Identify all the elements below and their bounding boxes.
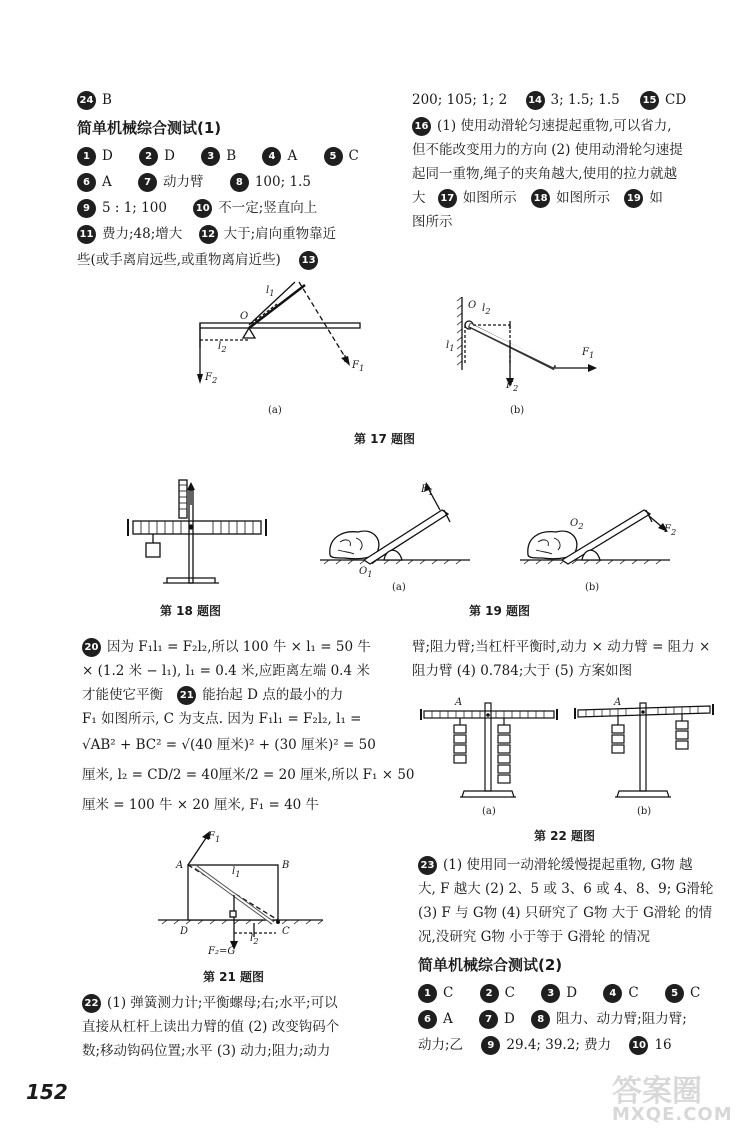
label-A: A [455, 697, 463, 708]
label-B: B [282, 860, 290, 871]
answer-20-line-1: 20 因为 F₁l₁ = F₂l₂,所以 100 牛 × l₁ = 50 牛 [82, 638, 371, 657]
answer-21-line-3: √AB² + BC² = √(40 厘米)² + (30 厘米)² = 50 [82, 737, 376, 753]
figure-21-caption: 第 21 题图 [203, 970, 265, 984]
test2-answers-row-3: 动力;乙 9 29.4; 39.2; 费力 10 16 [418, 1037, 672, 1053]
label-O1: $O_1$ [359, 566, 373, 579]
right-line-2: 16 (1) 使用动滑轮匀速提起重物,可以省力, [412, 117, 672, 136]
section-title-test-2: 简单机械综合测试(2) [418, 956, 563, 974]
label-F1: $F_1$ [352, 360, 365, 373]
answers-row-1: 1 D 2 D 3 B 4 A 5 C [77, 147, 359, 166]
label-D: D [180, 926, 189, 937]
label-l2: $l_2$ [250, 933, 259, 946]
figure-19b-diagram [520, 495, 680, 580]
answer-22-line-4: 臂;阻力臂;当杠杆平衡时,动力 × 动力臂 = 阻力 × [412, 639, 711, 655]
figure-21-diagram [158, 825, 323, 960]
label-F2: $F_2$ [506, 380, 519, 393]
label-F2-equals-G: F₂=G [208, 946, 236, 957]
label-F2: $F_2$ [664, 524, 677, 537]
figure-17a-label: (a) [268, 405, 282, 416]
figure-17a-diagram [195, 280, 370, 390]
label-C: C [282, 926, 290, 937]
figure-22a-label: (a) [482, 806, 496, 817]
answer-23-line-1: 23 (1) 使用同一动滑轮缓慢提起重物, G物 越 [418, 856, 693, 875]
figure-17b-diagram [455, 295, 605, 390]
right-line-5: 大 17 如图所示 18 如图所示 19 如 [412, 190, 663, 206]
label-F2: $F_2$ [205, 372, 218, 385]
answer-23-line-4: 况,没研究 G物 小于等于 G滑轮 的情况 [418, 929, 651, 945]
question-number-badge: 24 [77, 91, 96, 110]
answer-21-line-4: 厘米, l₂ = CD/2 = 40厘米/2 = 20 厘米,所以 F₁ × 50 [82, 767, 415, 783]
label-l2: $l_2$ [482, 303, 491, 316]
label-O2: $O_2$ [570, 518, 584, 531]
answer-21-line-1: 才能使它平衡 21 能抬起 D 点的最小的力 [82, 687, 344, 703]
watermark-url: MXQE.COM [612, 1104, 733, 1125]
answer-22-line-2: 直接从杠杆上读出力臂的值 (2) 改变钩码个 [82, 1019, 340, 1035]
answer-22-line-1: 22 (1) 弹簧测力计;平衡螺母;右;水平;可以 [82, 994, 338, 1013]
label-F1: $F_1$ [421, 484, 434, 497]
figure-19a-label: (a) [392, 582, 406, 593]
answer-21-line-2: F₁ 如图所示, C 为支点. 因为 F₁l₁ = F₂l₂, l₁ = [82, 711, 362, 727]
answer-21-line-5: 厘米 = 100 牛 × 20 厘米, F₁ = 40 牛 [82, 797, 320, 813]
figure-22b-diagram [574, 695, 719, 803]
answer-24: 24 B [77, 91, 112, 110]
label-l1: $l_1$ [232, 866, 241, 879]
label-F1: $F_1$ [208, 831, 221, 844]
label-F1: $F_1$ [582, 347, 595, 360]
answers-row-3: 9 5 : 1; 100 10 不一定;竖直向上 [77, 199, 317, 218]
figure-17b-label: (b) [510, 405, 525, 416]
figure-22a-diagram [420, 695, 560, 803]
figure-22b-label: (b) [637, 806, 652, 817]
answer-22-line-3: 数;移动钩码位置;水平 (3) 动力;阻力;动力 [82, 1043, 331, 1059]
test2-answers-row-1: 1 C 2 C 3 D 4 C 5 C [418, 984, 700, 1003]
right-line-6: 图所示 [412, 214, 453, 230]
answers-row-2: 6 A 7 动力臂 8 100; 1.5 [77, 173, 311, 192]
answer-23-line-2: 大, F 越大 (2) 2、5 或 3、6 或 4、8、9; G滑轮 [418, 881, 714, 897]
right-line-4: 起同一重物,绳子的夹角越大,使用的拉力就越 [412, 166, 678, 182]
right-line-1: 200; 105; 1; 2 14 3; 1.5; 1.5 15 CD [412, 92, 687, 108]
figure-19-caption: 第 19 题图 [469, 604, 531, 618]
answers-row-5: 些(或手离肩远些,或重物离肩近些) 13 [77, 251, 324, 270]
label-l2: $l_2$ [218, 341, 227, 354]
answer-20-line-2: × (1.2 米 − l₁), l₁ = 0.4 米,应距离左端 0.4 米 [82, 663, 370, 679]
label-O: O [468, 300, 477, 311]
label-l1: $l_1$ [266, 285, 275, 298]
answer-22-line-5: 阻力臂 (4) 0.784;大于 (5) 方案如图 [412, 663, 633, 679]
figure-18-caption: 第 18 题图 [160, 604, 222, 618]
section-title-test-1: 简单机械综合测试(1) [77, 119, 222, 137]
answer-23-line-3: (3) F 与 G物 (4) 只研究了 G物 大于 G滑轮 的情 [418, 905, 713, 921]
test2-answers-row-2: 6 A 7 D 8 阻力、动力臂;阻力臂; [418, 1010, 687, 1029]
figure-22-caption: 第 22 题图 [534, 829, 596, 843]
label-O: O [240, 311, 249, 322]
label-A: A [176, 860, 184, 871]
answers-row-4: 11 费力;48;增大 12 大于;肩向重物靠近 [77, 225, 336, 244]
right-line-3: 但不能改变用力的方向 (2) 使用动滑轮匀速提 [412, 142, 683, 158]
figure-17-caption: 第 17 题图 [354, 432, 416, 446]
page-number: 152 [26, 1080, 68, 1104]
watermark-logo: 答案圈 [612, 1074, 702, 1109]
figure-19b-label: (b) [585, 582, 600, 593]
figure-19a-diagram [320, 480, 470, 580]
figure-18-diagram [125, 475, 270, 595]
label-l1: $l_1$ [446, 340, 455, 353]
label-A: A [614, 697, 622, 708]
